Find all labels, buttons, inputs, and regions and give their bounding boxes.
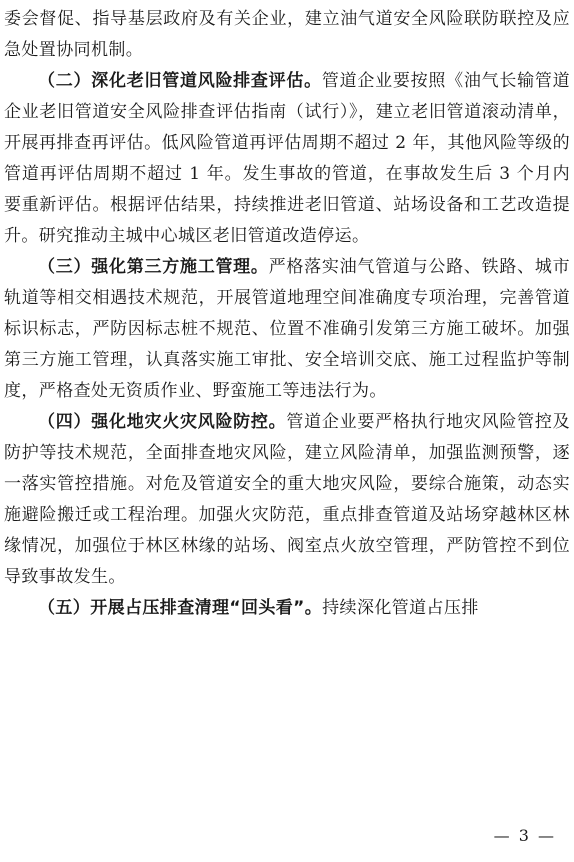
document-page: [4, 0, 570, 624]
paragraph-body: 严格落实油气管道与公路、铁路、城市轨道等相交相遇技术规范，开展管道地理空间准确度专项治理，完善管道标识标志，严防因标志桩不规范、位置不准确引发第三方施工破坏。加强第三方施工管理，认真落实施工审批、安全培训交底、施工过程监护等制度，严格查处无资质作业、野蛮施工等违法行为。: [4, 257, 570, 401]
section-heading: （三）强化第三方施工管理。: [38, 257, 269, 277]
section-heading: （五）开展占压排查清理“回头看”。: [38, 598, 323, 618]
paragraph-body: 管道企业要严格执行地灾风险管控及防护等技术规范，全面排查地灾风险，建立风险清单，加强监测预警，逐一落实管控措施。对危及管道安全的重大地灾风险，要综合施策，动态实施避险搬迁或工程治理。加强火灾防范，重点排查管道及站场穿越林区林缘情况，加强位于林区林缘的站场、阀室点火放空管理，严防管控不到位导致事故发生。: [4, 412, 570, 587]
paragraph-body: 持续深化管道占压排: [322, 598, 479, 618]
paragraph-body: 委会督促、指导基层政府及有关企业，建立油气道安全风险联防联控及应急处置协同机制。: [4, 9, 570, 60]
paragraph-body: 管道企业要按照《油气长输管道企业老旧管道安全风险排查评估指南（试行）》，建立老旧管道滚动清单，开展再排查再评估。低风险管道再评估周期不超过 2 年，其他风险等级的管道再评估周期不超过 1 年。发生事故的管道，在事故发生后 3 个月内要重新评估。根据评估结果，持续推进老旧管道、站场设备和工艺改造提升。研究推动主城中心城区老旧管道改造停运。: [4, 71, 570, 246]
page-number: — 3 —: [493, 826, 556, 845]
paragraph-section-4: [4, 407, 570, 593]
section-heading: （四）强化地灾火灾风险防控。: [38, 412, 287, 432]
paragraph-section-2: [4, 66, 570, 252]
paragraph-section-3: [4, 252, 570, 407]
paragraph-continuation: [4, 0, 570, 66]
paragraph-section-5: [4, 593, 570, 624]
section-heading: （二）深化老旧管道风险排查评估。: [38, 71, 322, 91]
